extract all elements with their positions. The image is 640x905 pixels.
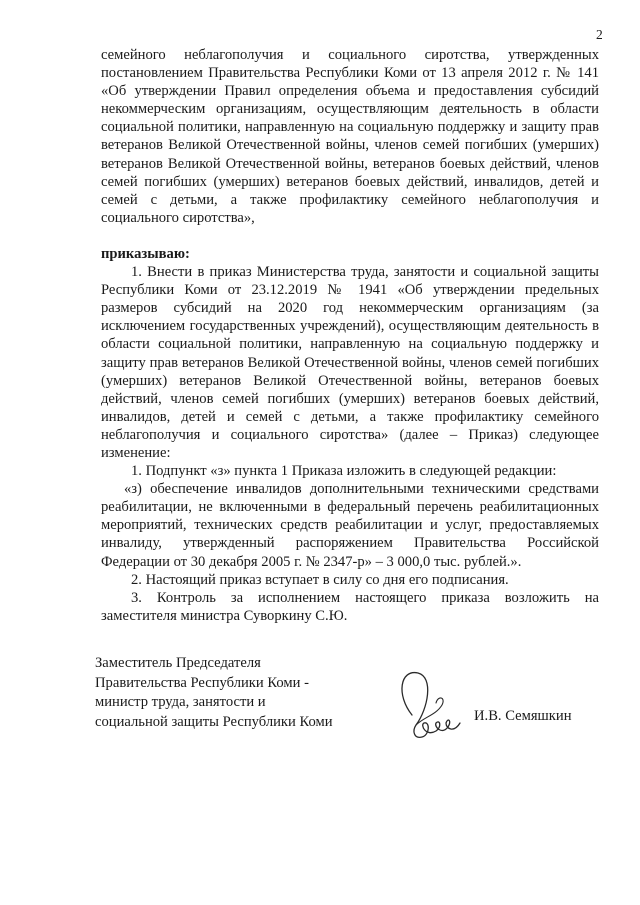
signatory-title-line-1: Заместитель Председателя [95, 655, 261, 671]
item-3: 3. Контроль за исполнением настоящего приказа возложить на заместителя министра Суворкину С.Ю. [101, 589, 599, 624]
signatory-title-line-4: социальной защиты Республики Коми [95, 713, 333, 730]
signer-name: И.В. Семяшкин [474, 708, 572, 724]
item-1-1: 1. Подпункт «з» пункта 1 Приказа изложить в следующей редакции: [131, 463, 557, 480]
signatory-title [95, 654, 333, 732]
item-1: 1. Внести в приказ Министерства труда, занятости и социальной защиты Республики Коми от 23.12.2019 № 1941 «Об утверждении предельных размеров субсидий на 2020 год некоммерческим организациям (за исключением государственных учреждений), осуществляющим деятельность в области социальной политики, направленную на социальную поддержку и защиту прав ветеранов Великой Отечественной войны, членов семей погибших (умерших) ветеранов Великой Отечественной войны, ветеранов боевых действий, членов семей погибших (умерших) ветеранов боевых действий, инвалидов, детей и семей с детьми, а также профилактику семейного неблагополучия и социального сиротства» (далее – Приказ) следующее изменение: [101, 264, 599, 461]
page-number: 2 [596, 27, 603, 42]
signatory-title-line-3: министр труда, занятости и [95, 694, 266, 710]
preamble-paragraph: семейного неблагополучия и социального сиротства, утвержденных постановлением Правительства Республики Коми от 13 апреля 2012 г. № 141 «Об утверждении Правил определения объема и предоставления субсидий некоммерческим организациям, осуществляющим деятельность в области социальной политики, направленную на социальную поддержку и защиту прав ветеранов Великой Отечественной войны, членов семей погибших (умерших) ветеранов Великой Отечественной войны, ветеранов боевых действий, членов семей погибших (умерших) ветеранов боевых действий, инвалидов, детей и семей с детьми, а также профилактику семейного неблагополучия и социального сиротства», [101, 47, 599, 226]
item-2: 2. Настоящий приказ вступает в силу со дня его подписания. [131, 571, 509, 588]
paragraph-gap [101, 227, 599, 245]
subitem-z: «з) обеспечение инвалидов дополнительными техническими средствами реабилитации, не включенными в федеральный перечень реабилитационных мероприятий, технических средств реабилитации и услуг, предоставляемых инвалиду, утвержденный распоряжением Правительства Российской Федерации от 30 декабря 2005 г. № 2347-р» – 3 000,0 тыс. рублей.». [101, 481, 599, 570]
order-word: приказываю: [101, 245, 190, 262]
signatory-title-line-2: Правительства Республики Коми - [95, 674, 309, 691]
document-body [101, 46, 599, 625]
handwritten-signature [390, 665, 470, 747]
